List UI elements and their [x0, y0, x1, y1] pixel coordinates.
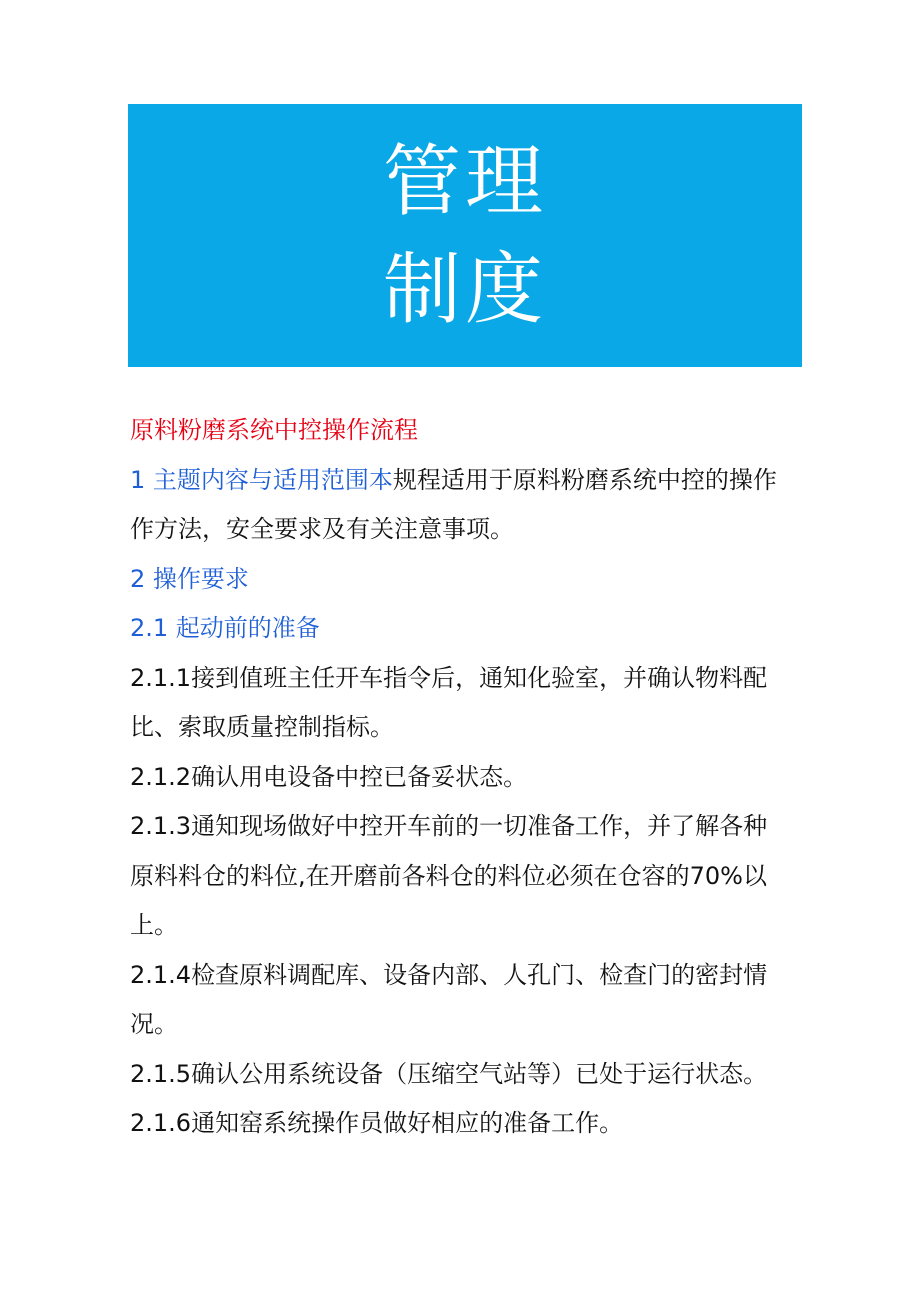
- item-2-1-2: 2.1.2确认用电设备中控已备妥状态。: [130, 762, 528, 791]
- item-2-1-5: 2.1.5确认公用系统设备（压缩空气站等）已处于运行状态。: [130, 1059, 768, 1088]
- section-2-1-heading: 2.1 起动前的准备: [130, 614, 320, 642]
- banner-title-line-2: 制度: [382, 244, 547, 335]
- item-2-1-3-cont-2: 上。: [130, 911, 178, 939]
- section-1-text-cont: 作方法，安全要求及有关注意事项。: [130, 515, 514, 543]
- item-2-1-3: 2.1.3通知现场做好中控开车前的一切准备工作，并了解各种: [130, 812, 768, 840]
- section-2-heading: 2 操作要求: [130, 564, 249, 593]
- section-1-text: 规程适用于原料粉磨系统中控的操作: [392, 465, 777, 494]
- document-body: [130, 406, 810, 1149]
- item-2-1-1: 2.1.1接到值班主任开车指令后，通知化验室，并确认物料配: [130, 663, 768, 692]
- banner-title-line-1: 管理: [382, 136, 547, 227]
- title-banner: [128, 104, 802, 367]
- item-2-1-4-cont: 况。: [130, 1010, 178, 1038]
- item-2-1-1-cont: 比、索取质量控制指标。: [130, 713, 394, 741]
- document-title: 原料粉磨系统中控操作流程: [130, 416, 418, 444]
- item-2-1-6: 2.1.6通知窑系统操作员做好相应的准备工作。: [130, 1109, 624, 1137]
- section-1: [130, 456, 810, 506]
- section-1-heading: 1 主题内容与适用范围本: [130, 465, 393, 494]
- item-2-1-4: 2.1.4检查原料调配库、设备内部、人孔门、检查门的密封情: [130, 960, 768, 989]
- item-2-1-3-cont: 原料料仓的料位,在开磨前各料仓的料位必须在仓容的70%以: [130, 861, 767, 890]
